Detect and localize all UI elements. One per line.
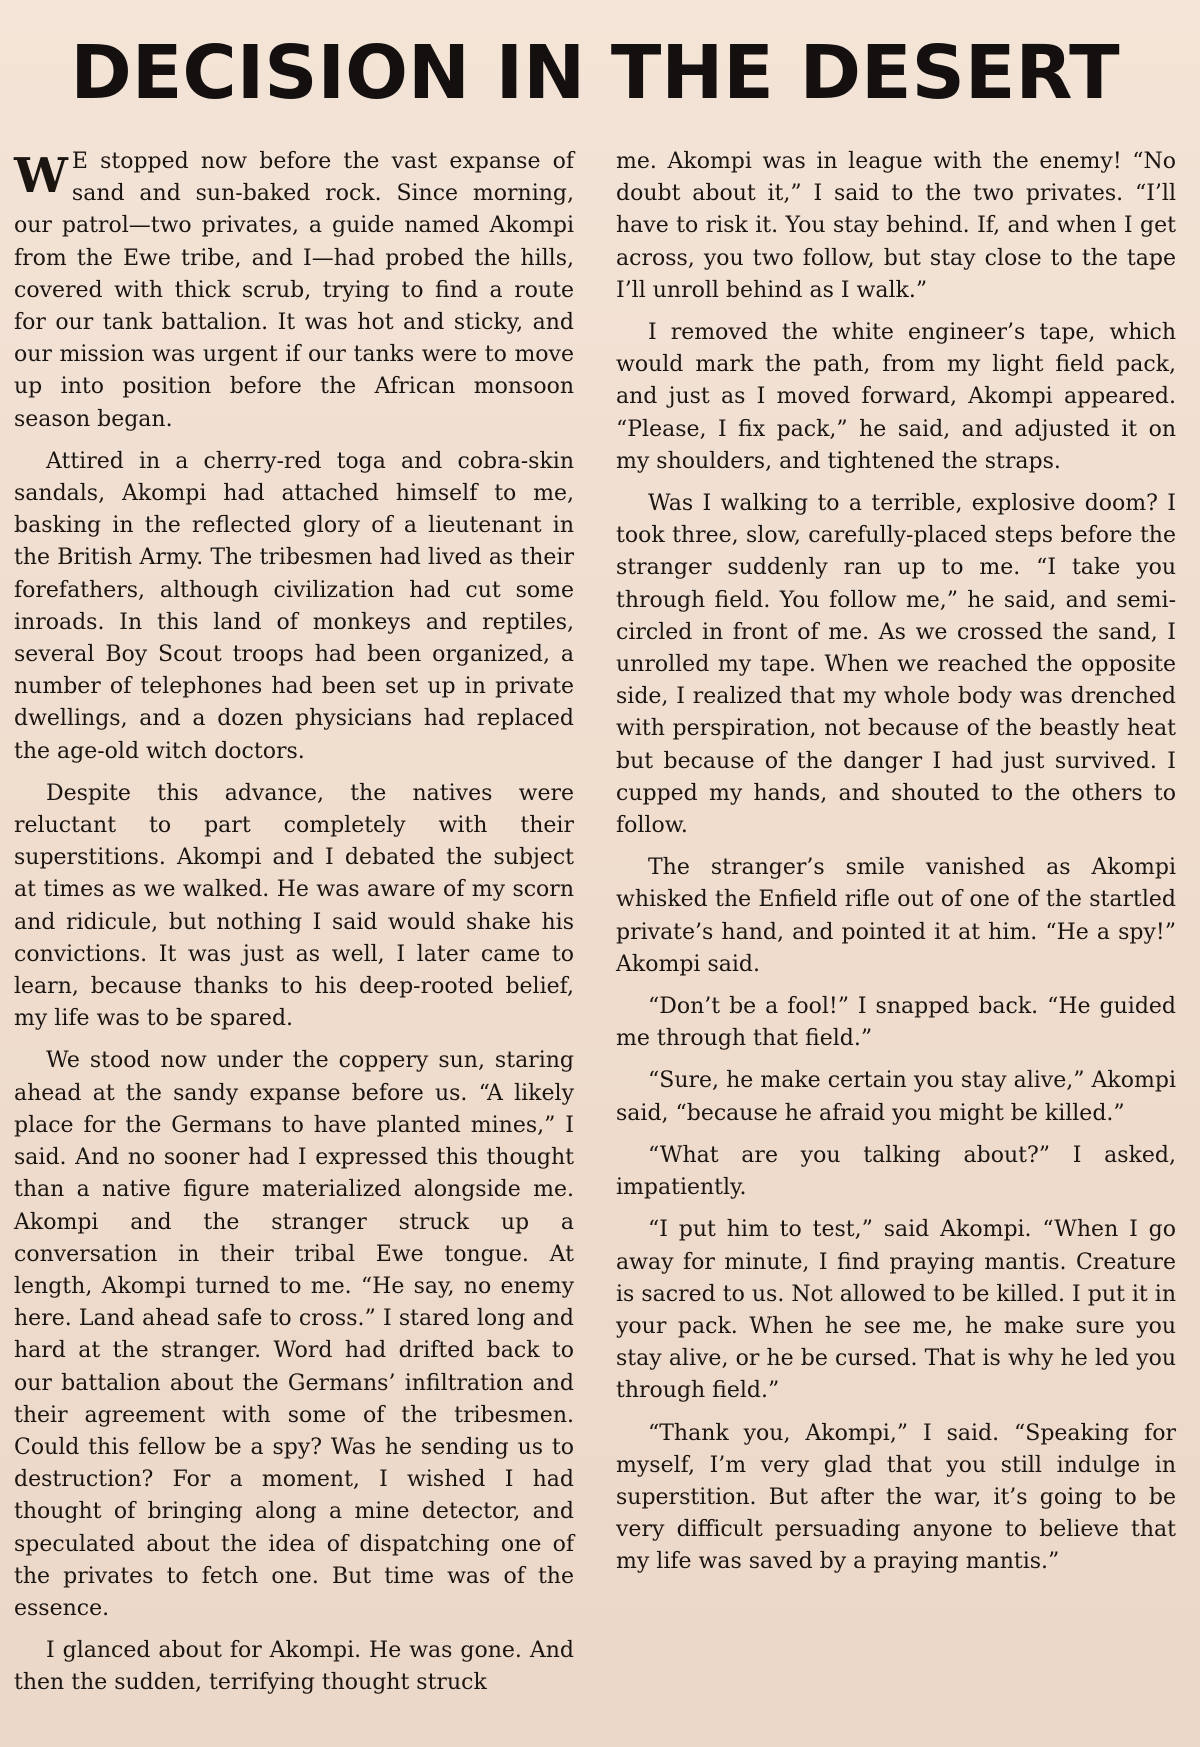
paragraph [14,146,574,436]
paragraph: We stood now under the coppery sun, staring ahead at the sandy expanse before us. “A likely place for the Germans to have planted mines,” I said. And no sooner had I expressed this thought than a native figure materialized alongside me. Akompi and the stranger struck up a conversation in their tribal Ewe tongue. At length, Akompi turned to me. “He say, no enemy here. Land ahead safe to cross.” I stared long and hard at the stranger. Word had drifted back to our battalion about the Germans’ infiltration and their agreement with some of the tribesmen. Could this fellow be a spy? Was he sending us to destruction? For a moment, I wished I had thought of bringing along a mine detector, and speculated about the idea of dispatching one of the privates to fetch one. But time was of the essence. [14,1048,574,1621]
paragraph: “Thank you, Akompi,” I said. “Speaking for myself, I’m very glad that you still indulge in superstition. But after the war, it’s going to be very difficult persuading anyone to believe that my life was saved by a praying mantis.” [616,1420,1176,1575]
drop-cap: W [14,148,68,204]
paragraph: I removed the white engineer’s tape, which would mark the path, from my light field pack, and just as I moved forward, Akompi appeared. “Please, I fix pack,” he said, and adjusted it on my shoulders, and tightened the straps. [616,320,1176,474]
paragraph: me. Akompi was in league with the enemy! “No doubt about it,” I said to the two privates. “I’ll have to risk it. You stay behind. If, and when I get across, you two follow, but stay close to the tape I’ll unroll behind as I walk.” [616,149,1176,303]
paragraph: Attired in a cherry-red toga and cobra-skin sandals, Akompi had attached himself to me, basking in the reflected glory of a lieutenant in the British Army. The tribesmen had lived as their forefathers, although civilization had cut some inroads. In this land of monkeys and reptiles, several Boy Scout troops had been organized, a number of telephones had been set up in private dwellings, and a dozen physicians had replaced the age-old witch doctors. [14,448,574,764]
paragraph: Was I walking to a terrible, explosive doom? I took three, slow, carefully-placed steps before the stranger suddenly ran up to me. “I take you through field. You follow me,” he said, and semi-circled in front of me. As we crossed the sand, I unrolled my tape. When we reached the opposite side, I realized that my whole body was drenched with perspiration, not because of the beastly heat but because of the danger I had just survived. I cupped my hands, and shouted to the others to follow. [616,491,1176,839]
story-title: DECISION IN THE DESERT [70,30,1120,116]
paragraph: “Sure, he make certain you stay alive,” Akompi said, “because he afraid you might be killed.” [616,1068,1176,1126]
paragraph-text: E stopped now before the vast expanse of sand and sun-baked rock. Since morning, our patrol—two privates, a guide named Akompi from the Ewe tribe, and I—had probed the hills, covered with thick scrub, trying to find a route for our tank battalion. It was hot and sticky, and our mission was urgent if our tanks were to move up into position before the African monsoon season began. [14,149,574,432]
left-column [14,146,574,1710]
paragraph: “Don’t be a fool!” I snapped back. “He guided me through that field.” [616,994,1176,1052]
right-column [616,146,1176,1710]
paragraph: I glanced about for Akompi. He was gone. And then the sudden, terrifying thought struck [14,1638,574,1696]
paragraph: Despite this advance, the natives were reluctant to part completely with their superstitions. Akompi and I debated the subject at times as we walked. He was aware of my scorn and ridicule, but nothing I said would shake his convictions. It was just as well, I later came to learn, because thanks to his deep-rooted belief, my life was to be spared. [14,780,574,1032]
text-columns [14,146,1176,1710]
paragraph: “I put him to test,” said Akompi. “When I go away for minute, I find praying mantis. Creature is sacred to us. Not allowed to be killed. I put it in your pack. When he see me, he make sure you stay alive, or he be cursed. That is why he led you through field.” [616,1217,1176,1404]
paragraph: The stranger’s smile vanished as Akompi whisked the Enfield rifle out of one of the startled private’s hand, and pointed it at him. “He a spy!” Akompi said. [616,855,1176,977]
paragraph: “What are you talking about?” I asked, impatiently. [616,1142,1176,1201]
